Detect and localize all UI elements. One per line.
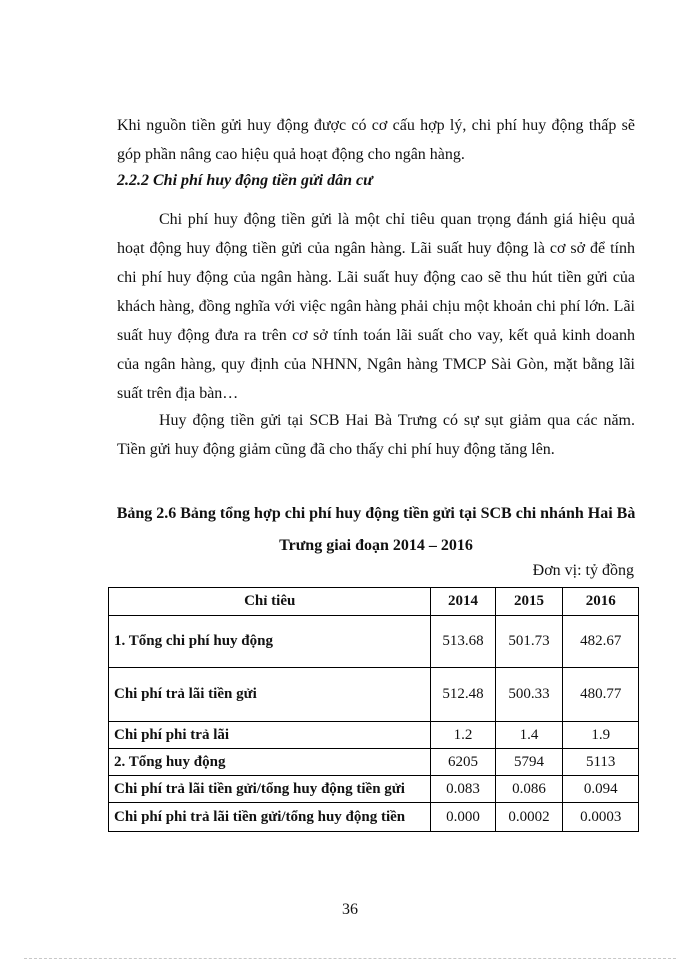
cell-2014: 6205 [431,749,495,776]
cell-2016: 482.67 [563,616,639,668]
row-label: 1. Tổng chi phí huy động [109,616,431,668]
table-row [109,616,639,668]
cost-table [108,587,639,832]
cell-2016: 5113 [563,749,639,776]
cell-2016: 480.77 [563,668,639,722]
cell-2016: 0.094 [563,776,639,803]
table-row [109,722,639,749]
cell-2014: 0.083 [431,776,495,803]
header-2015: 2015 [495,588,563,616]
paragraph-intro: Khi nguồn tiền gửi huy động được có cơ cấu hợp lý, chi phí huy động thấp sẽ góp phần nâng cao hiệu quả hoạt động cho ngân hàng. [117,117,635,163]
cell-2015: 1.4 [495,722,563,749]
cell-2015: 501.73 [495,616,563,668]
cell-2016: 1.9 [563,722,639,749]
row-label: 2. Tổng huy động [109,749,431,776]
row-label: Chi phí phi trả lãi [109,722,431,749]
cell-2014: 1.2 [431,722,495,749]
page-bottom-divider [24,958,676,959]
header-2016: 2016 [563,588,639,616]
row-label: Chi phí phi trả lãi tiền gửi/tổng huy động tiền [109,803,431,832]
cell-2015: 500.33 [495,668,563,722]
table-row [109,803,639,832]
table-header-row [109,588,639,616]
header-indicator: Chỉ tiêu [109,588,431,616]
table-row [109,749,639,776]
table-caption: Bảng 2.6 Bảng tổng hợp chi phí huy động tiền gửi tại SCB chi nhánh Hai Bà Trưng giai đoạn 2014 – 2016 [116,505,636,554]
unit-label: Đơn vị: tỷ đồng [532,562,634,579]
section-heading: 2.2.2 Chi phí huy động tiền gửi dân cư [117,172,373,189]
cell-2016: 0.0003 [563,803,639,832]
table-row [109,668,639,722]
paragraph-cost-explanation: Chi phí huy động tiền gửi là một chỉ tiêu quan trọng đánh giá hiệu quả hoạt động huy động tiền gửi của ngân hàng. Lãi suất huy động là cơ sở để tính chi phí huy động của ngân hàng. Lãi suất huy động cao sẽ thu hút tiền gửi của khách hàng, đồng nghĩa với việc ngân hàng phải chịu một khoản chi phí lớn. Lãi suất huy động đưa ra trên cơ sở tính toán lãi suất cho vay, kết quả kinh doanh của ngân hàng, quy định của NHNN, Ngân hàng TMCP Sài Gòn, mặt bằng lãi suất trên địa bàn… [117,211,635,402]
page-number: 36 [342,901,358,918]
cell-2015: 0.0002 [495,803,563,832]
row-label: Chi phí trả lãi tiền gửi [109,668,431,722]
cell-2015: 5794 [495,749,563,776]
cell-2014: 513.68 [431,616,495,668]
row-label: Chi phí trả lãi tiền gửi/tổng huy động tiền gửi [109,776,431,803]
header-2014: 2014 [431,588,495,616]
cell-2014: 0.000 [431,803,495,832]
cell-2015: 0.086 [495,776,563,803]
paragraph-decline: Huy động tiền gửi tại SCB Hai Bà Trưng có sự sụt giảm qua các năm. Tiền gửi huy động giảm cũng đã cho thấy chi phí huy động tăng lên. [117,412,635,458]
table-row [109,776,639,803]
cell-2014: 512.48 [431,668,495,722]
